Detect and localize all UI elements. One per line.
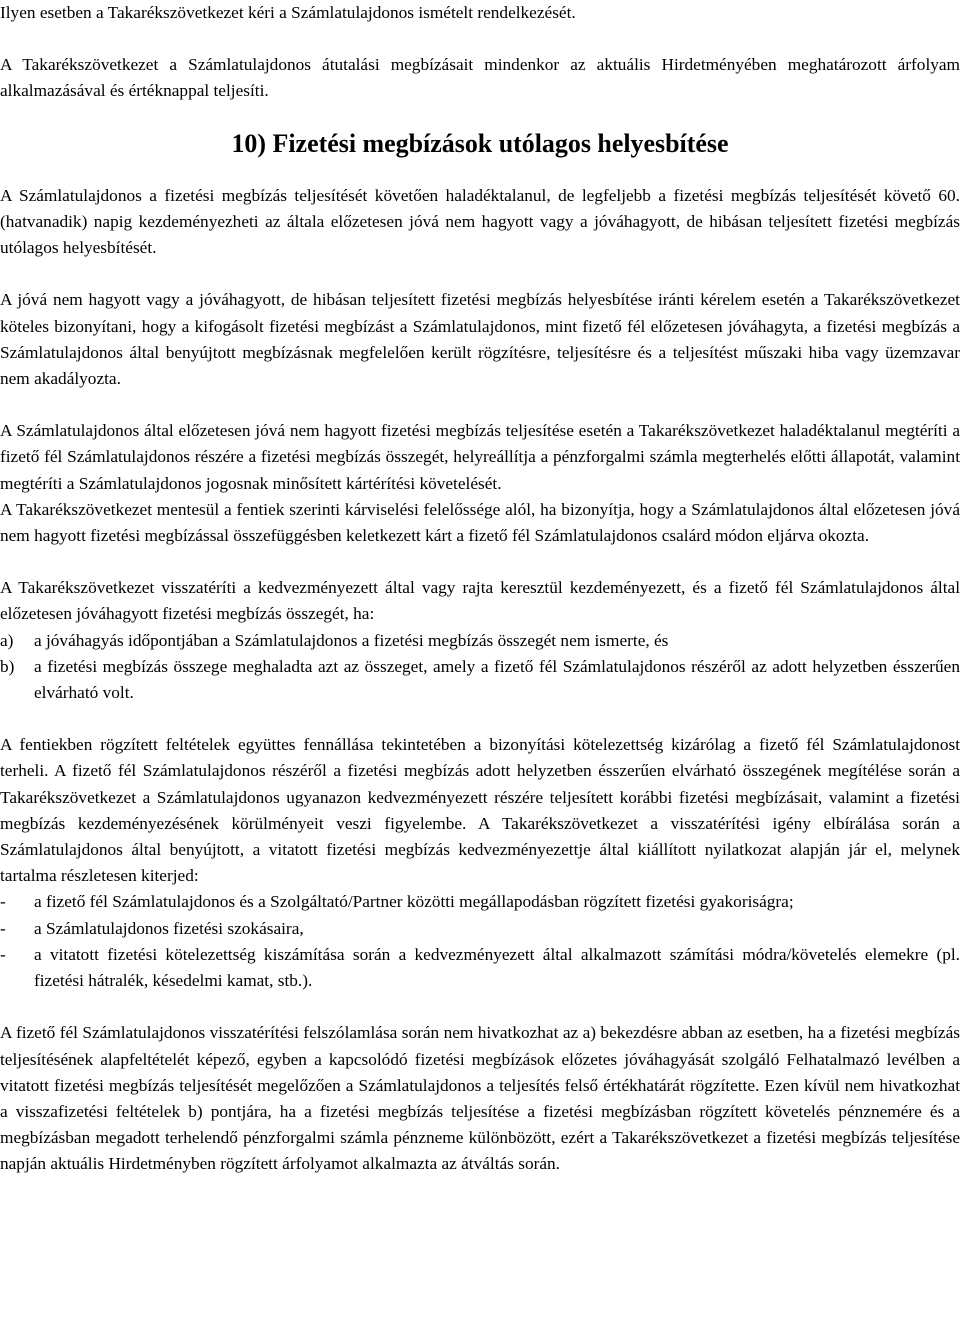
paragraph-refund-unapproved: A Számlatulajdonos által előzetesen jóvá nem hagyott fizetési megbízás teljesítése esetén a Takarékszövetkezet haladéktalanul megtéríti a fizető fél Számlatulajdonos részére a fizetési megbízás összegét, helyreállítja a pénzforgalmi számla megterhelés előtti állapotát, valamint megtéríti a Számlatulajdonos jogosnak minősített kártérítési követelését.	[0, 421, 960, 493]
paragraph-request-instruction: Ilyen esetben a Takarékszövetkezet kéri a Számlatulajdonos ismételt rendelkezését.	[0, 3, 576, 22]
paragraph-complaint-limits: A fizető fél Számlatulajdonos visszatérítési felszólamlása során nem hivatkozhat az a) bekezdésre abban az esetben, ha a fizetési megbízás teljesítésének alapfeltételét képező, egyben a kapcsolódó fizetési megbízások előzetes jóváhagyását szolgáló Felhatalmazó levélben a vitatott fizetési megbízás teljesítését megelőzően a Számlatulajdonos a teljesítés felső értékhatárát rögzítette. Ezen kívül nem hivatkozhat a visszafizetési feltételek b) pontjára, ha a fizetési megbízás teljesítése a fizetési megbízásban rögzített követelés pénznemére és a megbízásban megadott terhelendő pénzforgalmi számla pénzneme különbözött, ezért a Takarékszövetkezet a fizetési megbízás teljesítése napján aktuális Hirdetményben rögzített árfolyamot alkalmazta az átváltás során.	[0, 1023, 960, 1174]
list-item-text: a fizető fél Számlatulajdonos és a Szolgáltató/Partner közötti megállapodásban rögzített fizetési gyakoriságra;	[34, 892, 794, 912]
list-item	[0, 628, 960, 654]
list-marker: a)	[0, 630, 14, 650]
list-marker: -	[0, 918, 6, 938]
paragraph-burden-of-proof: A jóvá nem hagyott vagy a jóváhagyott, de hibásan teljesített fizetési megbízás helyesbítése iránti kérelem esetén a Takarékszövetkezet köteles bizonyítani, hogy a kifogásolt fizetési megbízást a Számlatulajdonos, mint fizető fél előzetesen jóváhagyta, a fizetési megbízás a Számlatulajdonos által benyújtott megbízásnak megfelelően került rögzítésre, teljesítésre és a teljesítést műszaki hiba vagy üzemzavar nem akadályozta.	[0, 290, 960, 389]
list-item-text: a fizetési megbízás összege meghaladta azt az összeget, amely a fizető fél Számlatulajdonos részéről az adott helyzetben ésszerűen elvárható volt.	[34, 656, 960, 703]
paragraph-refund-conditions: A Takarékszövetkezet visszatéríti a kedvezményezett által vagy rajta keresztül kezdeményezett, és a fizető fél Számlatulajdonos által előzetesen jóváhagyott fizetési megbízás összegét, ha:	[0, 578, 960, 624]
paragraph-proof-obligation: A fentiekben rögzített feltételek együttes fennállása tekintetében a bizonyítási kötelezettség kizárólag a fizető fél Számlatulajdonost terheli. A fizető fél Számlatulajdonos részéről a fizetési megbízás adott helyzetben ésszerűen elvárható összegének megítélése során a Takarékszövetkezet a Számlatulajdonos ugyanazon kedvezményezett részére teljesített korábbi fizetési megbízásait, valamint a fizetési megbízás kezdeményezésének körülményeit veszi figyelembe. A Takarékszövetkezet a visszatérítési igény elbírálása során a Számlatulajdonos által benyújtott, a vitatott fizetési megbízás kedvezményezettje által kiállított nyilatkozat alapján jár el, melynek tartalma részletesen kiterjed:	[0, 735, 960, 886]
list-item	[0, 916, 960, 942]
paragraph-correction-deadline: A Számlatulajdonos a fizetési megbízás teljesítését követően haladéktalanul, de legfeljebb a fizetési megbízás teljesítését követő 60. (hatvanadik) napig kezdeményezheti az általa előzetesen jóvá nem hagyott vagy a jóváhagyott, de hibásan teljesített fizetési megbízás utólagos helyesbítését.	[0, 185, 960, 258]
list-item-text: a jóváhagyás időpontjában a Számlatulajdonos a fizetési megbízás összegét nem ismerte, és	[34, 630, 669, 650]
section-heading: 10) Fizetési megbízások utólagos helyesbítése	[231, 128, 729, 158]
list-marker: b)	[0, 656, 15, 676]
list-item	[0, 654, 960, 706]
list-marker: -	[0, 944, 6, 964]
paragraph-exemption: A Takarékszövetkezet mentesül a fentiek szerinti kárviselési felelőssége alól, ha bizonyítja, hogy a Számlatulajdonos által előzetesen jóvá nem hagyott fizetési megbízással összefüggésben keletkezett kárt a fizető fél Számlatulajdonos csalárd módon eljárva okozta.	[0, 499, 960, 546]
list-item-text: a Számlatulajdonos fizetési szokásaira,	[34, 918, 304, 938]
list-item	[0, 942, 960, 994]
list-marker: -	[0, 892, 6, 912]
list-item-text: a vitatott fizetési kötelezettség kiszámítása során a kedvezményezett által alkalmazott számítási módra/követelés elemekre (pl. fizetési hátralék, késedelmi kamat, stb.).	[34, 944, 960, 991]
paragraph-exchange-rate: A Takarékszövetkezet a Számlatulajdonos átutalási megbízásait mindenkor az aktuális Hirdetményében meghatározott árfolyam alkalmazásával és értéknappal teljesíti.	[0, 55, 960, 101]
list-item	[0, 889, 960, 915]
